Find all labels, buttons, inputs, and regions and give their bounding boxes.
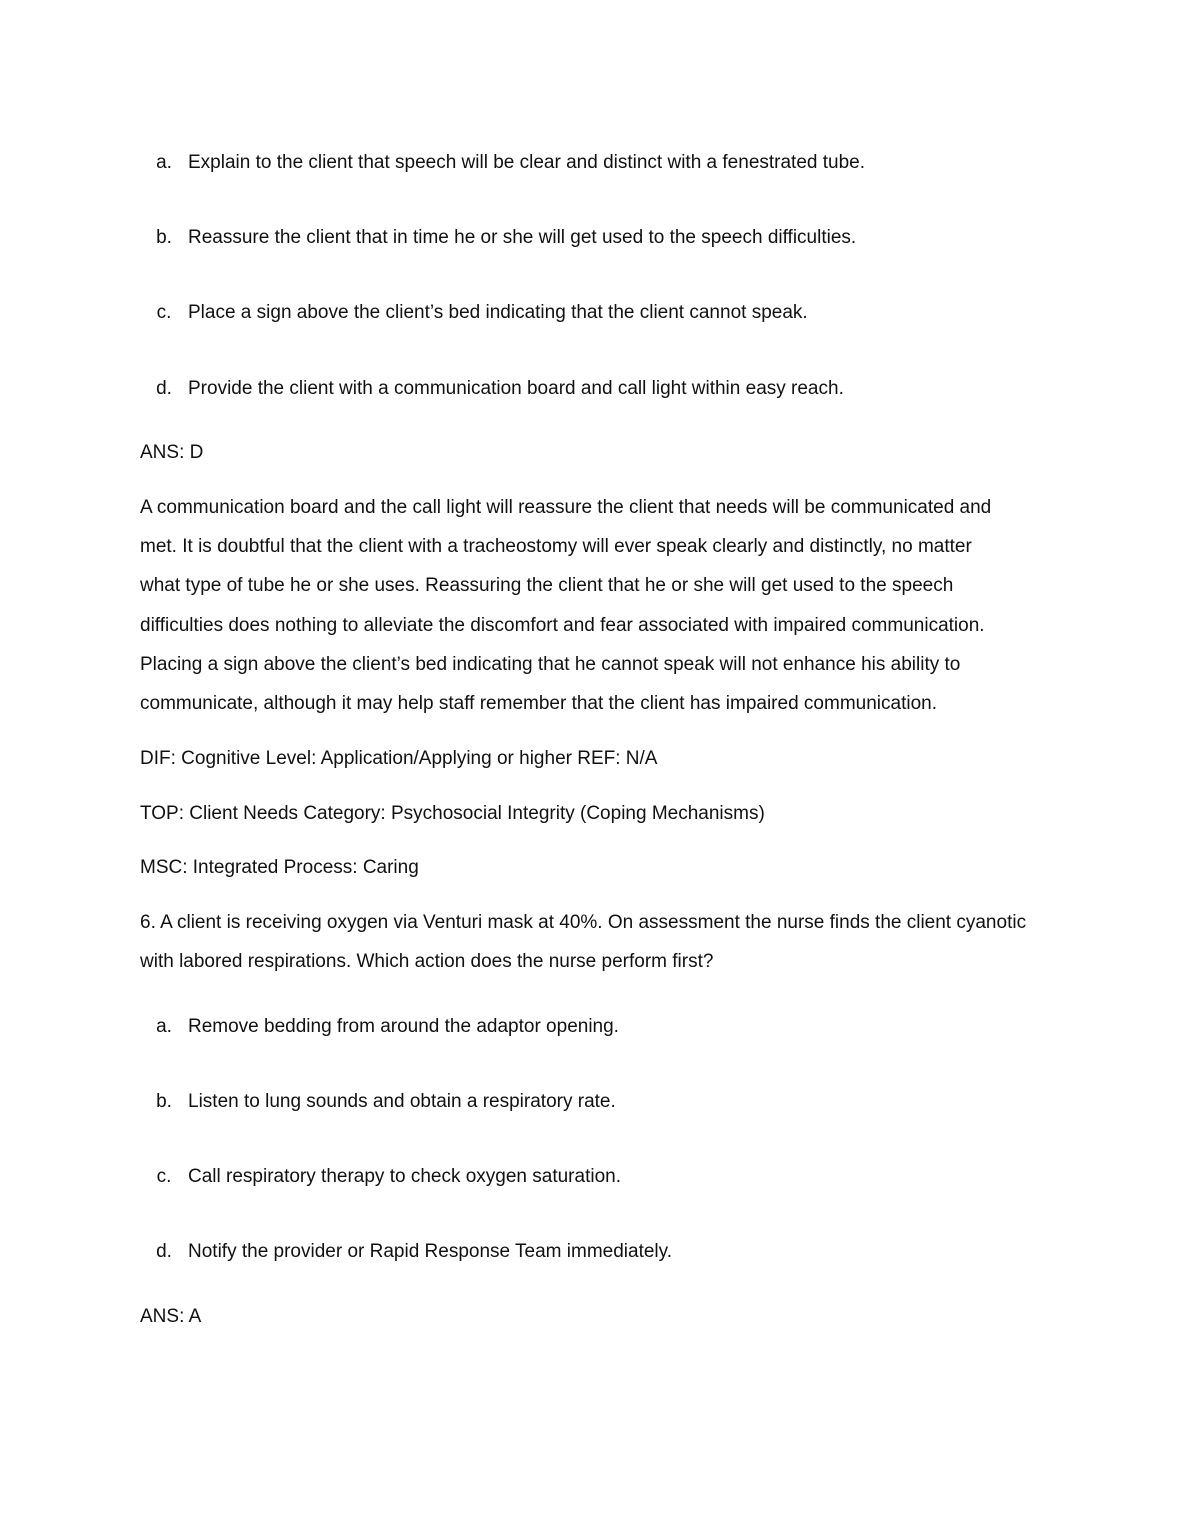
rationale-line: communicate, although it may help staff remember that the client has impaired communication. <box>140 692 937 714</box>
rationale-line: difficulties does nothing to alleviate the discomfort and fear associated with impaired communication. <box>140 614 985 636</box>
option-text: Notify the provider or Rapid Response Team immediately. <box>188 1241 673 1262</box>
q5-option-b <box>140 226 1070 250</box>
q6-option-b <box>140 1090 1070 1114</box>
q5-msc: MSC: Integrated Process: Caring <box>140 857 419 878</box>
option-text: Reassure the client that in time he or she will get used to the speech difficulties. <box>188 227 857 248</box>
option-text: Listen to lung sounds and obtain a respiratory rate. <box>188 1091 616 1112</box>
q6-answer: ANS: A <box>140 1306 202 1327</box>
option-letter: a. <box>156 152 172 173</box>
q5-top: TOP: Client Needs Category: Psychosocial Integrity (Coping Mechanisms) <box>140 803 765 824</box>
option-text: Explain to the client that speech will be clear and distinct with a fenestrated tube. <box>188 152 866 173</box>
option-letter: b. <box>156 1091 172 1112</box>
rationale-line: met. It is doubtful that the client with a tracheostomy will ever speak clearly and distinctly, no matter <box>140 536 972 558</box>
rationale-line: A communication board and the call light will reassure the client that needs will be communicated and <box>140 497 992 518</box>
option-letter: a. <box>156 1016 172 1037</box>
option-letter: c. <box>156 302 172 323</box>
rationale-line: Placing a sign above the client’s bed indicating that he cannot speak will not enhance his ability to <box>140 653 961 675</box>
option-letter: d. <box>156 378 172 399</box>
stem-line: 6. A client is receiving oxygen via Venturi mask at 40%. On assessment the nurse finds the client cyanotic <box>140 912 1027 933</box>
q5-option-c <box>140 301 1070 325</box>
q6-stem <box>140 911 1070 989</box>
option-text: Provide the client with a communication board and call light within easy reach. <box>188 378 844 399</box>
q6-option-a <box>140 1015 1070 1039</box>
option-text: Remove bedding from around the adaptor opening. <box>188 1016 619 1037</box>
rationale-line: what type of tube he or she uses. Reassuring the client that he or she will get used to the speech <box>140 575 954 597</box>
q6-option-c <box>140 1165 1070 1189</box>
q5-option-d <box>140 377 1070 401</box>
option-text: Call respiratory therapy to check oxygen saturation. <box>188 1166 621 1187</box>
q5-rationale <box>140 496 1070 731</box>
q6-option-d <box>140 1240 1070 1264</box>
q5-option-a <box>140 151 1070 175</box>
option-letter: d. <box>156 1241 172 1262</box>
q5-dif: DIF: Cognitive Level: Application/Applying or higher REF: N/A <box>140 748 658 769</box>
option-text: Place a sign above the client’s bed indicating that the client cannot speak. <box>188 302 808 323</box>
stem-line: with labored respirations. Which action does the nurse perform first? <box>140 951 714 973</box>
q5-answer: ANS: D <box>140 442 204 463</box>
option-letter: c. <box>156 1166 172 1187</box>
option-letter: b. <box>156 227 172 248</box>
